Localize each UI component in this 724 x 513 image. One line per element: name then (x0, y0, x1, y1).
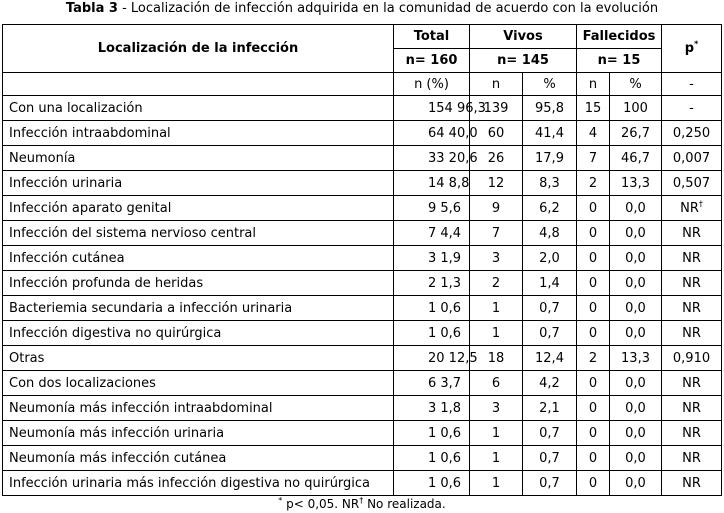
cell-vivos-n: 2 (470, 271, 523, 296)
cell-p (662, 196, 722, 221)
table-row (3, 421, 722, 446)
table-row (3, 271, 722, 296)
cell-vivos-n: 60 (470, 121, 523, 146)
header-p (662, 25, 722, 73)
cell-vivos-n: 9 (470, 196, 523, 221)
cell-localizacion: Con una localización (3, 96, 394, 121)
cell-fallecidos-pct: 13,3 (610, 171, 662, 196)
cell-vivos-pct: 0,7 (523, 421, 577, 446)
cell-p (662, 121, 722, 146)
cell-localizacion: Infección aparato genital (3, 196, 394, 221)
cell-vivos-pct: 0,7 (523, 446, 577, 471)
cell-vivos-n: 18 (470, 346, 523, 371)
cell-p-value: NR (682, 300, 701, 316)
cell-total: 3 1,9 (394, 246, 470, 271)
cell-total: 64 40,0 (394, 121, 470, 146)
cell-p-value: NR (682, 225, 701, 241)
cell-fallecidos-pct: 100 (610, 96, 662, 121)
cell-p (662, 321, 722, 346)
cell-vivos-pct: 0,7 (523, 296, 577, 321)
cell-vivos-pct: 4,2 (523, 371, 577, 396)
cell-vivos-n: 26 (470, 146, 523, 171)
table-row (3, 396, 722, 421)
cell-fallecidos-n: 0 (577, 271, 610, 296)
subheader-total: n (%) (394, 73, 470, 96)
cell-p-value: NR (682, 275, 701, 291)
cell-vivos-pct: 6,2 (523, 196, 577, 221)
cell-fallecidos-pct: 0,0 (610, 446, 662, 471)
cell-fallecidos-pct: 0,0 (610, 196, 662, 221)
cell-p-value: NR (682, 450, 701, 466)
cell-fallecidos-pct: 0,0 (610, 296, 662, 321)
footnote-nr-text: No realizada. (363, 497, 446, 511)
header-vivos-n: n= 145 (470, 49, 577, 73)
cell-fallecidos-pct: 13,3 (610, 346, 662, 371)
cell-total: 2 1,3 (394, 271, 470, 296)
header-total-n: n= 160 (394, 49, 470, 73)
table-body (3, 96, 722, 496)
cell-localizacion: Infección urinaria (3, 171, 394, 196)
table-row (3, 121, 722, 146)
cell-p-value: NR (682, 425, 701, 441)
cell-fallecidos-n: 2 (577, 346, 610, 371)
table-row (3, 246, 722, 271)
header-localizacion: Localización de la infección (3, 25, 394, 73)
cell-vivos-pct: 2,1 (523, 396, 577, 421)
cell-p (662, 446, 722, 471)
table-row (3, 321, 722, 346)
cell-vivos-pct: 0,7 (523, 471, 577, 496)
cell-p (662, 171, 722, 196)
cell-localizacion: Infección profunda de heridas (3, 271, 394, 296)
cell-vivos-n: 3 (470, 396, 523, 421)
cell-total: 1 0,6 (394, 421, 470, 446)
cell-p-value: NR (682, 325, 701, 341)
cell-fallecidos-n: 2 (577, 171, 610, 196)
cell-fallecidos-pct: 0,0 (610, 221, 662, 246)
cell-fallecidos-n: 0 (577, 221, 610, 246)
cell-localizacion: Con dos localizaciones (3, 371, 394, 396)
footnote-p-mark: * (278, 496, 283, 505)
cell-p-mark: † (698, 199, 703, 209)
table-row (3, 196, 722, 221)
cell-p (662, 221, 722, 246)
cell-vivos-n: 1 (470, 321, 523, 346)
cell-p-value: 0,910 (672, 350, 711, 366)
header-fallecidos: Fallecidos (577, 25, 662, 49)
cell-fallecidos-n: 0 (577, 321, 610, 346)
cell-p (662, 271, 722, 296)
cell-p (662, 146, 722, 171)
cell-vivos-pct: 12,4 (523, 346, 577, 371)
cell-localizacion: Neumonía (3, 146, 394, 171)
cell-vivos-n: 1 (470, 296, 523, 321)
table-row (3, 371, 722, 396)
table-row (3, 96, 722, 121)
header-fallecidos-n: n= 15 (577, 49, 662, 73)
cell-p-value: NR (682, 250, 701, 266)
cell-vivos-pct: 2,0 (523, 246, 577, 271)
cell-vivos-n: 3 (470, 246, 523, 271)
cell-p-value: NR (682, 400, 701, 416)
cell-fallecidos-pct: 0,0 (610, 371, 662, 396)
cell-localizacion: Neumonía más infección intraabdominal (3, 396, 394, 421)
table-row (3, 471, 722, 496)
cell-localizacion: Neumonía más infección urinaria (3, 421, 394, 446)
subheader-p: - (662, 73, 722, 96)
header-p-label: p (684, 41, 695, 56)
cell-fallecidos-n: 0 (577, 196, 610, 221)
cell-total: 20 12,5 (394, 346, 470, 371)
cell-vivos-n: 139 (470, 96, 523, 121)
cell-total: 9 5,6 (394, 196, 470, 221)
cell-p (662, 296, 722, 321)
cell-vivos-n: 1 (470, 421, 523, 446)
subheader-vivos-n: n (470, 73, 523, 96)
cell-fallecidos-n: 0 (577, 471, 610, 496)
cell-p-value: 0,507 (672, 175, 711, 191)
cell-fallecidos-pct: 46,7 (610, 146, 662, 171)
cell-fallecidos-n: 7 (577, 146, 610, 171)
cell-localizacion: Otras (3, 346, 394, 371)
subheader-fall-pct: % (610, 73, 662, 96)
infection-table (2, 24, 722, 496)
cell-p-value: - (689, 100, 694, 116)
cell-vivos-pct: 17,9 (523, 146, 577, 171)
cell-total: 3 1,8 (394, 396, 470, 421)
cell-total: 14 8,8 (394, 171, 470, 196)
cell-vivos-pct: 4,8 (523, 221, 577, 246)
footnote (0, 497, 724, 511)
table-row (3, 346, 722, 371)
cell-total: 1 0,6 (394, 446, 470, 471)
cell-fallecidos-pct: 0,0 (610, 396, 662, 421)
cell-p (662, 246, 722, 271)
cell-total: 6 3,7 (394, 371, 470, 396)
header-vivos: Vivos (470, 25, 577, 49)
table-number: Tabla 3 (65, 1, 118, 16)
footnote-p-text: p< 0,05. NR (282, 497, 360, 511)
header-empty (3, 73, 394, 96)
cell-vivos-pct: 8,3 (523, 171, 577, 196)
table-row (3, 296, 722, 321)
cell-localizacion: Infección urinaria más infección digestiva no quirúrgica (3, 471, 394, 496)
cell-fallecidos-n: 0 (577, 421, 610, 446)
cell-fallecidos-pct: 0,0 (610, 321, 662, 346)
cell-p-value: NR (680, 200, 699, 216)
table-row (3, 446, 722, 471)
cell-p (662, 471, 722, 496)
cell-fallecidos-n: 4 (577, 121, 610, 146)
cell-p (662, 96, 722, 121)
cell-fallecidos-n: 15 (577, 96, 610, 121)
cell-vivos-pct: 95,8 (523, 96, 577, 121)
footnote-nr-mark: † (359, 496, 364, 505)
cell-total: 1 0,6 (394, 471, 470, 496)
cell-total: 154 96,3 (394, 96, 470, 121)
cell-fallecidos-n: 0 (577, 296, 610, 321)
cell-p-value: 0,007 (672, 150, 711, 166)
cell-fallecidos-n: 0 (577, 246, 610, 271)
cell-p-value: 0,250 (672, 125, 711, 141)
cell-localizacion: Infección del sistema nervioso central (3, 221, 394, 246)
header-p-mark: * (694, 39, 699, 49)
header-total: Total (394, 25, 470, 49)
cell-localizacion: Neumonía más infección cutánea (3, 446, 394, 471)
cell-vivos-pct: 1,4 (523, 271, 577, 296)
cell-vivos-n: 12 (470, 171, 523, 196)
cell-fallecidos-pct: 26,7 (610, 121, 662, 146)
cell-vivos-n: 1 (470, 446, 523, 471)
cell-fallecidos-pct: 0,0 (610, 246, 662, 271)
cell-localizacion: Infección cutánea (3, 246, 394, 271)
cell-fallecidos-pct: 0,0 (610, 271, 662, 296)
cell-vivos-pct: 41,4 (523, 121, 577, 146)
subheader-fall-n: n (577, 73, 610, 96)
cell-total: 33 20,6 (394, 146, 470, 171)
cell-total: 1 0,6 (394, 296, 470, 321)
table-title: - Localización de infección adquirida en la comunidad de acuerdo con la evolución (117, 1, 659, 16)
table-row (3, 221, 722, 246)
cell-fallecidos-n: 0 (577, 371, 610, 396)
cell-p (662, 396, 722, 421)
cell-fallecidos-pct: 0,0 (610, 471, 662, 496)
cell-fallecidos-n: 0 (577, 446, 610, 471)
cell-vivos-n: 1 (470, 471, 523, 496)
table-caption (0, 1, 724, 17)
cell-total: 7 4,4 (394, 221, 470, 246)
cell-total: 1 0,6 (394, 321, 470, 346)
cell-p (662, 346, 722, 371)
table-row (3, 171, 722, 196)
cell-fallecidos-pct: 0,0 (610, 421, 662, 446)
table-row (3, 146, 722, 171)
subheader-vivos-pct: % (523, 73, 577, 96)
cell-p-value: NR (682, 475, 701, 491)
cell-vivos-pct: 0,7 (523, 321, 577, 346)
cell-vivos-n: 6 (470, 371, 523, 396)
cell-p (662, 371, 722, 396)
cell-p-value: NR (682, 375, 701, 391)
cell-p (662, 421, 722, 446)
cell-localizacion: Infección intraabdominal (3, 121, 394, 146)
cell-localizacion: Bacteriemia secundaria a infección urinaria (3, 296, 394, 321)
cell-localizacion: Infección digestiva no quirúrgica (3, 321, 394, 346)
cell-fallecidos-n: 0 (577, 396, 610, 421)
cell-vivos-n: 7 (470, 221, 523, 246)
